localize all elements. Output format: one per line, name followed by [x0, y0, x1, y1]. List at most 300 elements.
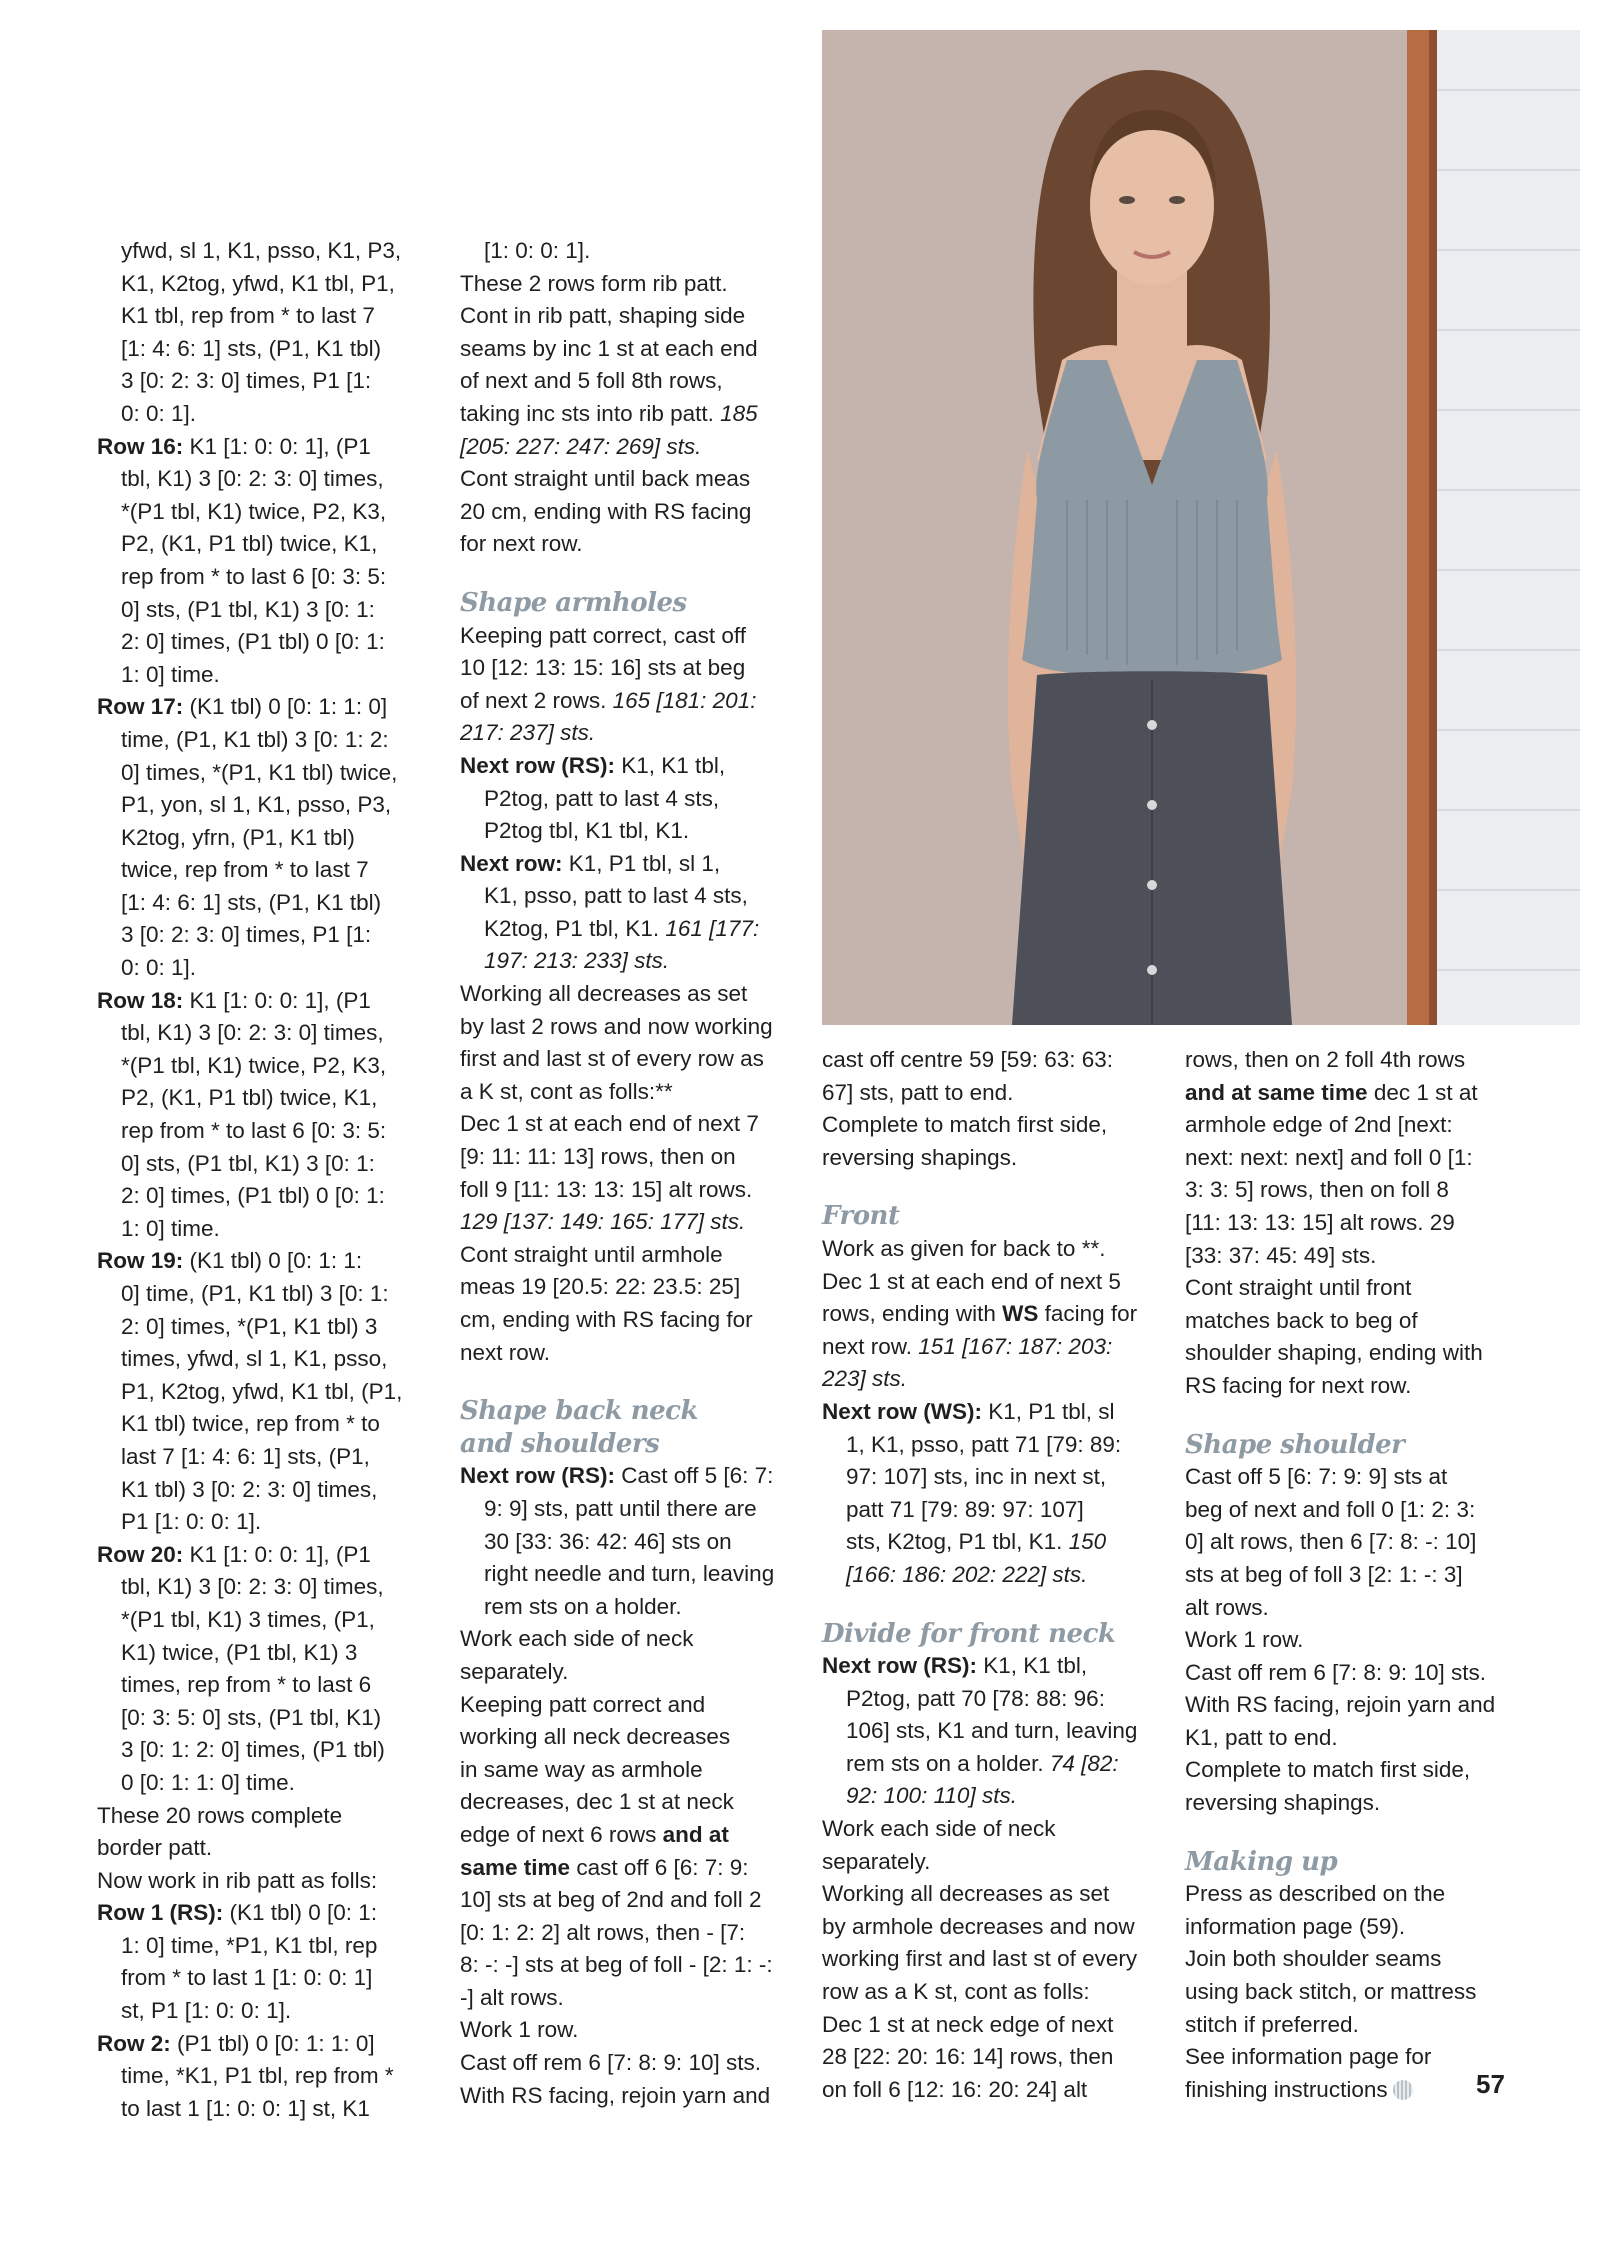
instruction-line — [97, 1343, 432, 1376]
line-text: Dec 1 st at each end of next 5 — [822, 1268, 1121, 1294]
line-text: K1 [1: 0: 0: 1], (P1 — [183, 433, 371, 459]
instruction-line — [97, 626, 432, 659]
instruction-line — [97, 952, 432, 985]
bold-label: Next row (RS): — [822, 1653, 978, 1679]
line-text: 0 [0: 1: 1: 0] time. — [121, 1769, 295, 1795]
line-text: sts, K2tog, P1 tbl, K1. — [846, 1529, 1069, 1555]
instruction-line — [460, 1043, 795, 1076]
stitch-count: 185 — [720, 400, 758, 426]
bold-label: Row 18: — [97, 987, 184, 1013]
line-text: of next 2 rows. — [460, 687, 613, 713]
instruction-line — [822, 1494, 1157, 1527]
instruction-line — [460, 1174, 795, 1207]
line-text: K1, K2tog, yfwd, K1 tbl, P1, — [121, 270, 395, 296]
stitch-count: 223] sts. — [822, 1366, 908, 1392]
line-text: Work as given for back to **. — [822, 1235, 1106, 1261]
instruction-line — [1185, 1207, 1520, 1240]
stitch-count: 150 — [1068, 1529, 1107, 1555]
bold-label: Row 20: — [97, 1541, 184, 1567]
line-text: 3 [0: 1: 2: 0] times, (P1 tbl) — [121, 1737, 385, 1763]
instruction-line — [1185, 1494, 1520, 1527]
instruction-line — [460, 815, 795, 848]
line-text: P2, (K1, P1 tbl) twice, K1, — [121, 1085, 378, 1111]
instruction-line — [1185, 1142, 1520, 1175]
instruction-line — [822, 1331, 1157, 1364]
instruction-line — [1185, 1559, 1520, 1592]
line-text: K1 tbl, rep from * to last 7 — [121, 303, 375, 329]
line-text: right needle and turn, leaving — [484, 1561, 775, 1587]
line-text: first and last st of every row as — [460, 1046, 764, 1072]
line-text: for next row. — [460, 531, 583, 557]
section-spacer — [460, 561, 795, 587]
line-text: finishing instructions — [1185, 2076, 1388, 2102]
line-text: Complete to match first side, — [822, 1112, 1108, 1138]
line-text: *(P1 tbl, K1) twice, P2, K3, — [121, 1052, 387, 1078]
instruction-line — [460, 717, 795, 750]
bold-text: WS — [1002, 1301, 1039, 1327]
instruction-line — [1185, 1754, 1520, 1787]
bold-label: Next row: — [460, 850, 563, 876]
bold-label: Row 1 (RS): — [97, 1900, 224, 1926]
model-photo — [822, 30, 1580, 1025]
instruction-line — [460, 1656, 795, 1689]
bold-label: Next row (RS): — [460, 752, 616, 778]
line-text: Cont straight until armhole — [460, 1241, 723, 1267]
instruction-line — [822, 1429, 1157, 1462]
line-text: (K1 tbl) 0 [0: 1: 1: 0] — [183, 694, 388, 720]
line-text: to last 1 [1: 0: 0: 1] st, K1 — [121, 2095, 370, 2121]
line-text: 67] sts, patt to end. — [822, 1079, 1014, 1105]
instruction-line — [822, 1878, 1157, 1911]
line-text: 3 [0: 2: 3: 0] times, P1 [1: — [121, 922, 372, 948]
line-text: These 20 rows complete — [97, 1802, 343, 1828]
instruction-line — [460, 1884, 795, 1917]
line-text: 0] time, (P1, K1 tbl) 3 [0: 1: — [121, 1281, 389, 1306]
line-text: 10] sts at beg of 2nd and foll 2 — [460, 1887, 762, 1913]
instruction-line — [97, 854, 432, 887]
instruction-line — [460, 1623, 795, 1656]
instruction-line — [822, 2009, 1157, 2042]
line-text: P1, yon, sl 1, K1, psso, P3, — [121, 792, 392, 818]
instruction-line — [97, 1539, 432, 1572]
line-text: by armhole decreases and now — [822, 1913, 1135, 1939]
section-spacer — [1185, 1403, 1520, 1429]
line-text: K1) twice, (P1 tbl, K1) 3 — [121, 1639, 358, 1665]
line-text: time, *K1, P1 tbl, rep from * — [121, 2063, 394, 2089]
instruction-line — [1185, 1109, 1520, 1142]
line-text: Now work in rib patt as folls: — [97, 1867, 378, 1893]
text-column-3 — [822, 1044, 1157, 2106]
line-text: Cast off rem 6 [7: 8: 9: 10] sts. — [1185, 1659, 1486, 1685]
line-text: cm, ending with RS facing for — [460, 1307, 753, 1332]
line-text: Dec 1 st at each end of next 7 — [460, 1111, 759, 1137]
line-text: 9: 9] sts, patt until there are — [484, 1495, 757, 1521]
bold-label: Next row (WS): — [822, 1398, 982, 1424]
line-text: Work each side of neck — [460, 1626, 694, 1652]
bold-label: Row 16: — [97, 433, 184, 459]
instruction-line — [97, 1702, 432, 1735]
instruction-line — [460, 1721, 795, 1754]
instruction-line — [1185, 1878, 1520, 1911]
line-text: Work 1 row. — [1185, 1627, 1304, 1653]
line-text: [1: 4: 6: 1] sts, (P1, K1 tbl) — [121, 889, 382, 915]
line-text: next row. — [460, 1339, 551, 1365]
section-heading: Front — [822, 1201, 900, 1232]
line-text: [33: 37: 45: 49] sts. — [1185, 1242, 1377, 1268]
line-text: 97: 107] sts, inc in next st, — [846, 1464, 1107, 1490]
instruction-line — [460, 978, 795, 1011]
instruction-line — [822, 1715, 1157, 1748]
line-text: foll 9 [11: 13: 13: 15] alt rows. — [460, 1176, 753, 1202]
line-text: shoulder shaping, ending with — [1185, 1340, 1483, 1366]
instruction-line — [97, 2060, 432, 2093]
instruction-line — [1185, 1943, 1520, 1976]
instruction-line — [97, 724, 432, 757]
line-text: 0] sts, (P1 tbl, K1) 3 [0: 1: — [121, 1150, 375, 1176]
line-text: 2: 0] times, (P1 tbl) 0 [0: 1: — [121, 1183, 385, 1209]
line-text: 106] sts, K1 and turn, leaving — [846, 1718, 1138, 1744]
instruction-line — [1185, 1592, 1520, 1625]
instruction-line — [1185, 1526, 1520, 1559]
instruction-line — [97, 561, 432, 594]
instruction-line — [1185, 1624, 1520, 1657]
line-text: P1, K2tog, yfwd, K1 tbl, (P1, — [121, 1378, 403, 1404]
instruction-line — [822, 1142, 1157, 1175]
instruction-line — [1185, 1787, 1520, 1820]
instruction-line — [822, 1526, 1157, 1559]
instruction-line — [1185, 1370, 1520, 1403]
stitch-count: 165 [181: 201: — [612, 687, 757, 713]
instruction-line — [460, 783, 795, 816]
bold-label: Row 2: — [97, 2030, 171, 2056]
line-text: 3 [0: 2: 3: 0] times, P1 [1: — [121, 368, 372, 394]
line-text: tbl, K1) 3 [0: 2: 3: 0] times, — [121, 1020, 384, 1046]
instruction-line — [822, 1109, 1157, 1142]
instruction-line — [460, 268, 795, 301]
instruction-line — [97, 1897, 432, 1930]
instruction-line — [1185, 1657, 1520, 1690]
line-text: in same way as armhole — [460, 1756, 703, 1782]
instruction-line — [460, 880, 795, 913]
instruction-line — [1185, 1272, 1520, 1305]
instruction-line — [97, 985, 432, 1018]
instruction-line — [460, 1076, 795, 1109]
line-text: -] alt rows. — [460, 1984, 564, 2010]
instruction-line — [97, 1017, 432, 1050]
bold-label: same time — [460, 1854, 571, 1880]
instruction-line — [822, 1266, 1157, 1299]
instruction-line — [460, 1917, 795, 1950]
line-text: K1 [1: 0: 0: 1], (P1 — [183, 987, 371, 1013]
line-text: rows, ending with — [822, 1301, 1003, 1327]
stitch-count: 217: 237] sts. — [460, 720, 596, 746]
instruction-line — [460, 1982, 795, 2015]
line-text: [9: 11: 11: 13] rows, then on — [460, 1144, 736, 1170]
instruction-line — [460, 333, 795, 366]
instruction-line — [460, 1558, 795, 1591]
section-spacer — [1185, 1820, 1520, 1846]
line-text: 0] alt rows, then 6 [7: 8: -: 10] — [1185, 1529, 1477, 1555]
line-text: RS facing for next row. — [1185, 1372, 1412, 1398]
line-text: 1, K1, psso, patt 71 [79: 89: — [846, 1431, 1122, 1457]
line-text: Cont straight until front — [1185, 1275, 1412, 1301]
line-text: Keeping patt correct, cast off — [460, 622, 746, 648]
instruction-line — [97, 1050, 432, 1083]
line-text: a K st, cont as folls:** — [460, 1078, 673, 1104]
instruction-line — [822, 1780, 1157, 1813]
instruction-line — [97, 463, 432, 496]
line-text: 1: 0] time. — [121, 1215, 220, 1241]
line-text: Keeping patt correct and — [460, 1691, 706, 1717]
line-text: 1: 0] time. — [121, 661, 220, 687]
instruction-line — [1185, 1722, 1520, 1755]
instruction-line — [460, 1819, 795, 1852]
line-text: 20 cm, ending with RS facing — [460, 498, 752, 524]
text-column-4 — [1185, 1044, 1520, 2106]
instruction-line — [460, 620, 795, 653]
instruction-line — [822, 1976, 1157, 2009]
instruction-line — [97, 431, 432, 464]
line-text: rows, then on 2 foll 4th rows — [1185, 1047, 1466, 1072]
line-text: yfwd, sl 1, K1, psso, K1, P3, — [121, 238, 402, 263]
line-text: These 2 rows form rib patt. — [460, 270, 728, 296]
instruction-line — [97, 594, 432, 627]
line-text: Working all decreases as set — [460, 981, 748, 1007]
line-text: 28 [22: 20: 16: 14] rows, then — [822, 2044, 1114, 2070]
line-text: P2tog tbl, K1 tbl, K1. — [484, 818, 690, 844]
instruction-line — [460, 750, 795, 783]
section-heading: Shape armholes — [460, 587, 687, 618]
instruction-line — [97, 398, 432, 431]
instruction-line — [97, 1669, 432, 1702]
line-text: [1: 0: 0: 1]. — [484, 238, 591, 263]
instruction-line — [460, 2014, 795, 2047]
line-text: 8: -: -] sts at beg of foll - [2: 1: -: — [460, 1952, 773, 1978]
line-text: decreases, dec 1 st at neck — [460, 1789, 734, 1815]
line-text: P2tog, patt 70 [78: 88: 96: — [846, 1685, 1105, 1711]
line-text: K1, patt to end. — [1185, 1724, 1338, 1750]
instruction-line — [1185, 1305, 1520, 1338]
line-text: Cast off rem 6 [7: 8: 9: 10] sts. — [460, 2050, 761, 2076]
line-text: With RS facing, rejoin yarn and — [460, 2082, 771, 2108]
instruction-line — [97, 822, 432, 855]
line-text: 2: 0] times, (P1 tbl) 0 [0: 1: — [121, 629, 385, 655]
instruction-line — [822, 1077, 1157, 1110]
instruction-line — [460, 2047, 795, 2080]
instruction-line — [97, 789, 432, 822]
line-text: next row. — [822, 1333, 919, 1359]
instruction-line — [1185, 2009, 1520, 2042]
line-text: sts at beg of foll 3 [2: 1: -: 3] — [1185, 1561, 1463, 1587]
line-text: twice, rep from * to last 7 — [121, 857, 369, 883]
stitch-count: [166: 186: 202: 222] sts. — [846, 1561, 1088, 1587]
instruction-line — [822, 1650, 1157, 1683]
instruction-line — [1185, 1911, 1520, 1944]
instruction-line — [97, 1995, 432, 2028]
line-text: reversing shapings. — [1185, 1790, 1381, 1816]
line-text: armhole edge of 2nd [next: — [1185, 1112, 1453, 1138]
line-text: times, rep from * to last 6 — [121, 1672, 372, 1698]
stitch-count: [205: 227: 247: 269] sts. — [460, 433, 702, 459]
line-text: tbl, K1) 3 [0: 2: 3: 0] times, — [121, 466, 384, 492]
instruction-line — [97, 333, 432, 366]
instruction-line — [460, 1689, 795, 1722]
stitch-count: 151 [167: 187: 203: — [918, 1333, 1113, 1359]
instruction-line — [460, 2080, 795, 2113]
instruction-line — [460, 652, 795, 685]
line-text: (K1 tbl) 0 [0: 1: 1: — [183, 1248, 363, 1274]
section-heading: Making up — [1185, 1846, 1338, 1877]
bold-label: Next row (RS): — [460, 1463, 616, 1489]
instruction-line — [822, 1396, 1157, 1429]
line-text: Cast off 5 [6: 7: — [615, 1463, 774, 1489]
line-text: P2, (K1, P1 tbl) twice, K1, — [121, 531, 378, 557]
line-text: Dec 1 st at neck edge of next — [822, 2011, 1114, 2037]
instruction-line — [460, 1108, 795, 1141]
instruction-line — [97, 1245, 432, 1278]
instruction-line — [97, 1571, 432, 1604]
line-text: cast off 6 [6: 7: 9: — [570, 1854, 749, 1880]
instruction-line — [97, 1115, 432, 1148]
line-text: separately. — [822, 1848, 931, 1874]
instruction-line — [97, 1930, 432, 1963]
line-text: seams by inc 1 st at each end — [460, 335, 758, 361]
instruction-line — [97, 1278, 432, 1311]
instruction-line — [460, 1754, 795, 1787]
line-text: K1, P1 tbl, sl — [982, 1398, 1115, 1424]
line-text: 1: 0] time, *P1, K1 tbl, rep — [121, 1932, 378, 1958]
instruction-line — [822, 1943, 1157, 1976]
line-text: taking inc sts into rib patt. — [460, 400, 721, 426]
line-text: (K1 tbl) 0 [0: 1: — [223, 1900, 378, 1926]
line-text: stitch if preferred. — [1185, 2011, 1359, 2037]
instruction-line — [460, 848, 795, 881]
line-text: Cont straight until back meas — [460, 466, 751, 492]
instruction-line — [1185, 2074, 1520, 2107]
line-text: K1, K1 tbl, — [977, 1653, 1088, 1679]
line-text: Work each side of neck — [822, 1816, 1056, 1842]
instruction-line — [460, 1460, 795, 1493]
line-text: matches back to beg of — [1185, 1307, 1418, 1333]
line-text: beg of next and foll 0 [1: 2: 3: — [1185, 1496, 1476, 1522]
line-text: 0] sts, (P1 tbl, K1) 3 [0: 1: — [121, 596, 375, 622]
instruction-line — [460, 1526, 795, 1559]
instruction-line — [97, 1767, 432, 1800]
instruction-line — [97, 1734, 432, 1767]
instruction-line — [460, 1949, 795, 1982]
line-text: P1 [1: 0: 0: 1]. — [121, 1509, 262, 1535]
instruction-line — [1185, 1240, 1520, 1273]
instruction-line — [97, 1962, 432, 1995]
instruction-line — [822, 1846, 1157, 1879]
section-spacer — [460, 1369, 795, 1395]
section-heading: Shape shoulder — [1185, 1429, 1405, 1460]
instruction-line — [97, 1441, 432, 1474]
line-text: *(P1 tbl, K1) twice, P2, K3, — [121, 498, 387, 524]
line-text: meas 19 [20.5: 22: 23.5: 25] — [460, 1274, 741, 1300]
line-text: rep from * to last 6 [0: 3: 5: — [121, 563, 387, 589]
line-text: Cont in rib patt, shaping side — [460, 303, 746, 329]
line-text: information page (59). — [1185, 1913, 1406, 1939]
instruction-line — [97, 528, 432, 561]
line-text: K2tog, P1 tbl, K1. — [484, 915, 666, 941]
line-text: alt rows. — [1185, 1594, 1269, 1620]
line-text: 30 [33: 36: 42: 46] sts on — [484, 1528, 732, 1554]
instruction-line — [1185, 1044, 1520, 1077]
instruction-line — [97, 887, 432, 920]
stitch-count: 92: 100: 110] sts. — [846, 1783, 1017, 1809]
instruction-line — [460, 1493, 795, 1526]
line-text: facing for — [1038, 1301, 1138, 1327]
line-text: 0: 0: 1]. — [121, 955, 197, 981]
section-heading: Shape back neck — [460, 1396, 699, 1427]
stitch-count: 197: 213: 233] sts. — [484, 948, 670, 974]
instruction-line — [460, 913, 795, 946]
instruction-line — [460, 496, 795, 529]
line-text: of next and 5 foll 8th rows, — [460, 368, 723, 394]
instruction-line — [822, 1233, 1157, 1266]
line-text: edge of next 6 rows — [460, 1821, 663, 1847]
bold-label: and at same time — [1185, 1079, 1368, 1105]
instruction-line — [460, 1141, 795, 1174]
instruction-line — [1185, 1461, 1520, 1494]
instruction-line — [460, 1239, 795, 1272]
line-text: rem sts on a holder. — [846, 1750, 1050, 1776]
line-text: Working all decreases as set — [822, 1881, 1110, 1907]
instruction-line — [97, 1474, 432, 1507]
section-spacer — [822, 1592, 1157, 1618]
line-text: by last 2 rows and now working — [460, 1013, 773, 1039]
instruction-line — [97, 1800, 432, 1833]
line-text: 0] times, *(P1, K1 tbl) twice, — [121, 759, 398, 785]
instruction-line — [460, 300, 795, 333]
line-text: working first and last st of every — [822, 1946, 1138, 1972]
instruction-line — [97, 1213, 432, 1246]
line-text: 2: 0] times, *(P1, K1 tbl) 3 — [121, 1313, 378, 1339]
instruction-line — [97, 1408, 432, 1441]
instruction-line — [97, 235, 432, 268]
line-text: working all neck decreases — [460, 1724, 731, 1750]
section-heading: Divide for front neck — [822, 1618, 1116, 1649]
line-text: Press as described on the — [1185, 1881, 1446, 1907]
instruction-line — [97, 1637, 432, 1670]
instruction-line — [1185, 1077, 1520, 1110]
instruction-line — [97, 1376, 432, 1409]
instruction-line — [822, 1461, 1157, 1494]
instruction-line — [460, 1206, 795, 1239]
instruction-line — [822, 2041, 1157, 2074]
line-text: (P1 tbl) 0 [0: 1: 1: 0] — [170, 2030, 375, 2056]
instruction-line — [1185, 1689, 1520, 1722]
line-text: row as a K st, cont as folls: — [822, 1979, 1090, 2005]
line-text: times, yfwd, sl 1, K1, psso, — [121, 1346, 388, 1372]
instruction-line — [460, 1852, 795, 1885]
instruction-line — [822, 1044, 1157, 1077]
instruction-line — [97, 2093, 432, 2126]
line-text: rep from * to last 6 [0: 3: 5: — [121, 1118, 387, 1144]
instruction-line — [97, 1604, 432, 1637]
line-text: next: next: next] and foll 0 [1: — [1185, 1144, 1473, 1170]
yarn-ball-icon — [1393, 2080, 1413, 2100]
line-text: 0: 0: 1]. — [121, 400, 197, 426]
instruction-line — [460, 235, 795, 268]
instruction-line — [97, 1506, 432, 1539]
line-text: cast off centre 59 [59: 63: 63: — [822, 1047, 1114, 1072]
instruction-line — [822, 2074, 1157, 2107]
line-text: K1 tbl) 3 [0: 2: 3: 0] times, — [121, 1476, 378, 1502]
instruction-line — [822, 1298, 1157, 1331]
line-text: on foll 6 [12: 16: 20: 24] alt — [822, 2076, 1088, 2102]
